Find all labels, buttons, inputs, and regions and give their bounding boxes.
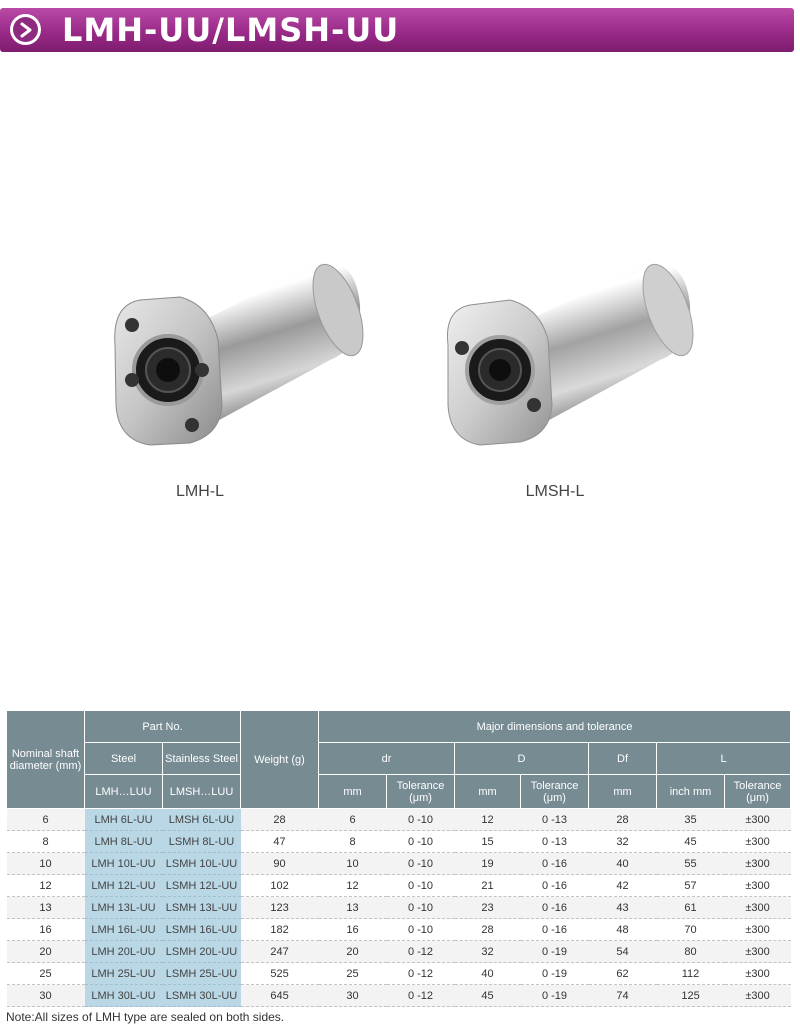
cell-weight: 123 [241,897,319,919]
cell-D-tol: 0 -13 [521,831,589,853]
cell-L-tol: ±300 [725,875,791,897]
cell-D: 21 [455,875,521,897]
major-dimensions-header: Major dimensions and tolerance [319,711,791,743]
cell-dr: 8 [319,831,387,853]
cell-Df: 48 [589,919,657,941]
dr-header: dr [319,743,455,775]
cell-L-tol: ±300 [725,897,791,919]
table-row [7,897,791,919]
shaft-diameter-header: Nominal shaft diameter (mm) [7,711,85,809]
cell-stainless: LSMH 10L-UU [163,853,241,875]
L-inch-mm-header: inch mm [657,775,725,809]
cell-D: 32 [455,941,521,963]
cell-L: 61 [657,897,725,919]
cell-stainless: LSMH 20L-UU [163,941,241,963]
cell-stainless: LSMH 13L-UU [163,897,241,919]
cell-dr: 20 [319,941,387,963]
table-row [7,963,791,985]
cell-steel: LMH 30L-UU [85,985,163,1007]
cell-L: 70 [657,919,725,941]
cell-L-tol: ±300 [725,809,791,831]
cell-shaft: 25 [7,963,85,985]
weight-header: Weight (g) [241,711,319,809]
cell-D-tol: 0 -16 [521,897,589,919]
table-row [7,853,791,875]
cell-steel: LMH 6L-UU [85,809,163,831]
cell-dr: 10 [319,853,387,875]
cell-stainless: LMSH 6L-UU [163,809,241,831]
cell-D: 45 [455,985,521,1007]
title-banner [0,8,794,52]
cell-L: 80 [657,941,725,963]
stainless-code-header: LMSH…LUU [163,775,241,809]
cell-D-tol: 0 -19 [521,985,589,1007]
cell-dr-tol: 0 -10 [387,875,455,897]
cell-L-tol: ±300 [725,963,791,985]
D-header: D [455,743,589,775]
cell-D: 12 [455,809,521,831]
cell-Df: 74 [589,985,657,1007]
cell-steel: LMH 8L-UU [85,831,163,853]
cell-D-tol: 0 -13 [521,809,589,831]
cell-L: 45 [657,831,725,853]
cell-dr-tol: 0 -10 [387,897,455,919]
specification-table [6,710,791,1007]
cell-weight: 525 [241,963,319,985]
table-row [7,919,791,941]
steel-header: Steel [85,743,163,775]
cell-Df: 54 [589,941,657,963]
cell-L: 112 [657,963,725,985]
cell-steel: LMH 20L-UU [85,941,163,963]
L-tolerance-header: Tolerance (μm) [725,775,791,809]
cell-steel: LMH 25L-UU [85,963,163,985]
L-header: L [657,743,791,775]
cell-weight: 645 [241,985,319,1007]
dr-tolerance-header: Tolerance (μm) [387,775,455,809]
cell-L: 125 [657,985,725,1007]
cell-L-tol: ±300 [725,831,791,853]
cell-dr-tol: 0 -10 [387,853,455,875]
cell-stainless: LSMH 30L-UU [163,985,241,1007]
product-label-lmsh: LMSH-L [525,483,585,500]
cell-D: 28 [455,919,521,941]
cell-L: 55 [657,853,725,875]
cell-L-tol: ±300 [725,853,791,875]
cell-stainless: LSMH 25L-UU [163,963,241,985]
cell-dr: 25 [319,963,387,985]
table-row [7,985,791,1007]
play-arrow-icon [10,14,41,45]
product-image-lmh [110,255,370,455]
page-title: LMH-UU/LMSH-UU [62,11,400,49]
cell-Df: 32 [589,831,657,853]
cell-stainless: LSMH 16L-UU [163,919,241,941]
cell-shaft: 30 [7,985,85,1007]
cell-Df: 28 [589,809,657,831]
cell-dr: 6 [319,809,387,831]
cell-steel: LMH 16L-UU [85,919,163,941]
D-mm-header: mm [455,775,521,809]
cell-stainless: LSMH 12L-UU [163,875,241,897]
cell-dr-tol: 0 -12 [387,985,455,1007]
cell-L-tol: ±300 [725,941,791,963]
cell-D-tol: 0 -16 [521,853,589,875]
cell-weight: 28 [241,809,319,831]
cell-weight: 47 [241,831,319,853]
cell-L-tol: ±300 [725,919,791,941]
cell-dr-tol: 0 -10 [387,919,455,941]
cell-shaft: 8 [7,831,85,853]
cell-dr-tol: 0 -10 [387,831,455,853]
cell-dr-tol: 0 -12 [387,941,455,963]
cell-D-tol: 0 -16 [521,919,589,941]
cell-L: 35 [657,809,725,831]
Df-header: Df [589,743,657,775]
cell-steel: LMH 13L-UU [85,897,163,919]
cell-Df: 43 [589,897,657,919]
product-image-lmsh [440,260,700,460]
cell-shaft: 12 [7,875,85,897]
cell-D: 19 [455,853,521,875]
part-no-header: Part No. [85,711,241,743]
cell-dr-tol: 0 -12 [387,963,455,985]
cell-dr: 16 [319,919,387,941]
cell-weight: 102 [241,875,319,897]
footnote: Note:All sizes of LMH type are sealed on both sides. [6,1010,285,1024]
cell-D: 23 [455,897,521,919]
cell-shaft: 6 [7,809,85,831]
cell-Df: 62 [589,963,657,985]
Df-mm-header: mm [589,775,657,809]
cell-L-tol: ±300 [725,985,791,1007]
cell-D: 40 [455,963,521,985]
cell-Df: 42 [589,875,657,897]
cell-dr: 30 [319,985,387,1007]
cell-shaft: 16 [7,919,85,941]
table-row [7,831,791,853]
cell-dr: 12 [319,875,387,897]
cell-dr-tol: 0 -10 [387,809,455,831]
product-label-lmh: LMH-L [175,483,224,500]
cell-shaft: 20 [7,941,85,963]
cell-shaft: 13 [7,897,85,919]
cell-dr: 13 [319,897,387,919]
cell-D: 15 [455,831,521,853]
cell-Df: 40 [589,853,657,875]
cell-steel: LMH 10L-UU [85,853,163,875]
table-row [7,941,791,963]
table-row [7,875,791,897]
cell-D-tol: 0 -19 [521,941,589,963]
table-row [7,809,791,831]
cell-weight: 182 [241,919,319,941]
cell-weight: 90 [241,853,319,875]
steel-code-header: LMH…LUU [85,775,163,809]
cell-shaft: 10 [7,853,85,875]
dr-mm-header: mm [319,775,387,809]
cell-weight: 247 [241,941,319,963]
cell-D-tol: 0 -16 [521,875,589,897]
D-tolerance-header: Tolerance (μm) [521,775,589,809]
cell-stainless: LSMH 8L-UU [163,831,241,853]
cell-L: 57 [657,875,725,897]
cell-D-tol: 0 -19 [521,963,589,985]
cell-steel: LMH 12L-UU [85,875,163,897]
stainless-header: Stainless Steel [163,743,241,775]
